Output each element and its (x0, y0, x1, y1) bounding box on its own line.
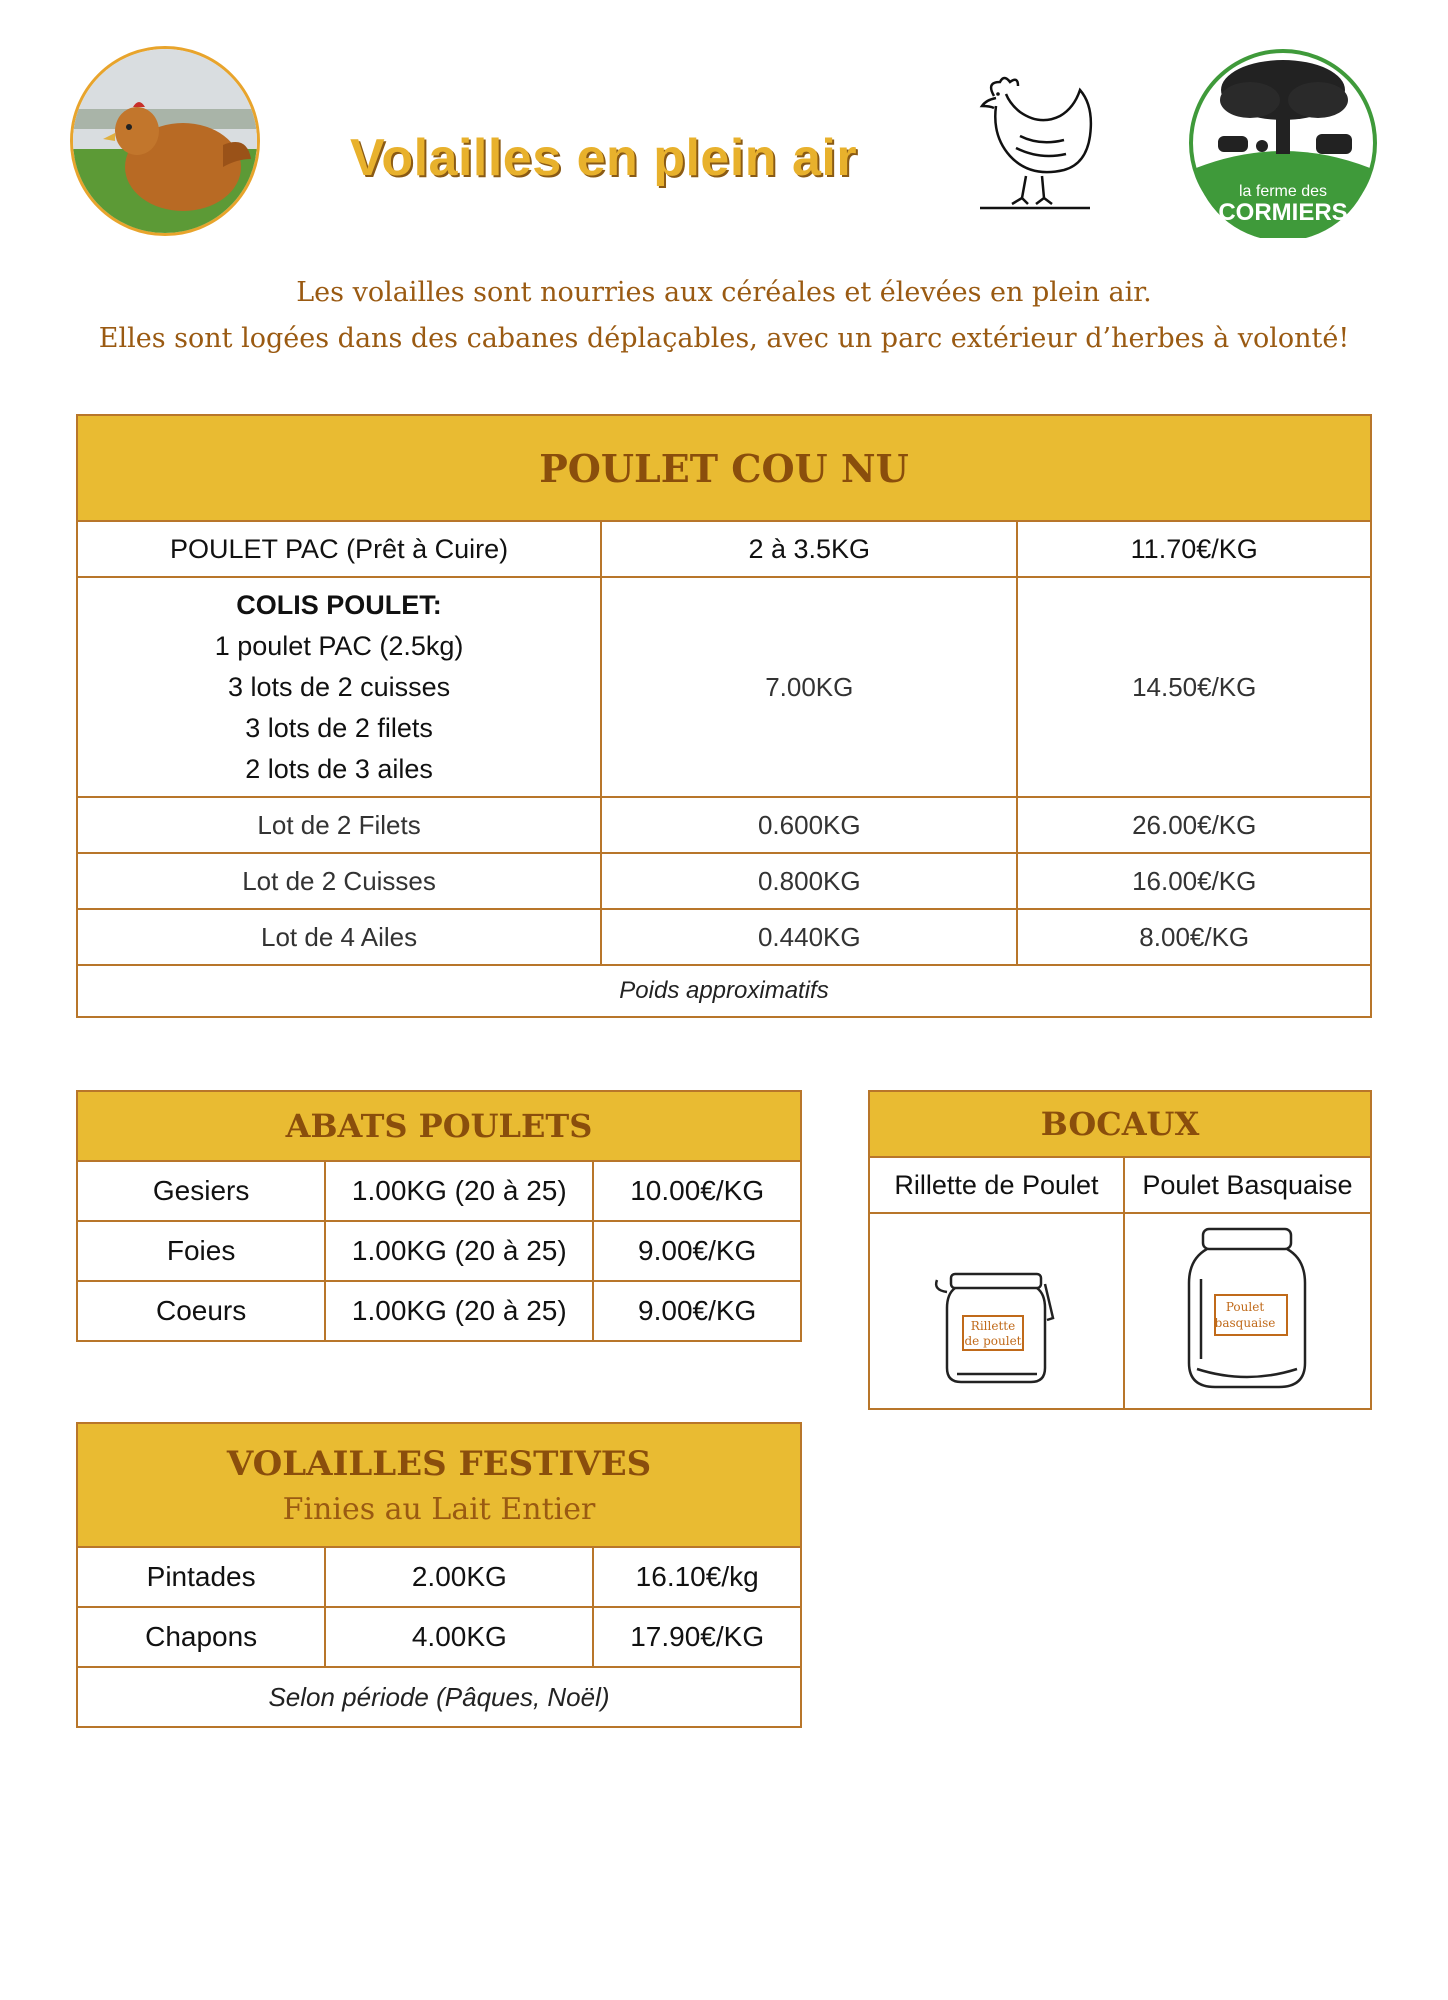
bocaux-table (868, 1090, 1372, 1410)
festives-note: Selon période (Pâques, Noël) (77, 1667, 801, 1727)
row-weight: 0.440KG (601, 909, 1017, 965)
jar-basquaise-cell (1124, 1213, 1371, 1409)
page-title: Volailles en plein air (350, 129, 858, 187)
abats-table (76, 1090, 802, 1342)
colis-line: 1 poulet PAC (2.5kg) (214, 630, 464, 661)
row-name: Coeurs (77, 1281, 325, 1341)
bocaux-col-basquaise: Poulet Basquaise (1124, 1157, 1371, 1213)
poulet-note: Poids approximatifs (77, 965, 1371, 1017)
intro-line-1: Les volailles sont nourries aux céréales et élevées en plein air. (296, 277, 1152, 308)
farm-logo (1188, 48, 1378, 238)
hen-photo (70, 46, 260, 236)
poulet-table (76, 414, 1372, 1018)
row-price: 16.10€/kg (593, 1547, 801, 1607)
colis-line: 2 lots de 3 ailes (245, 753, 433, 784)
abats-table-title: ABATS POULETS (77, 1091, 801, 1161)
row-weight: 4.00KG (325, 1607, 593, 1667)
table-row (77, 1281, 801, 1341)
table-row (77, 577, 1371, 797)
bocaux-col-rillette: Rillette de Poulet (869, 1157, 1124, 1213)
jar-label-line: Rillette (971, 1318, 1016, 1333)
festives-subtitle: Finies au Lait Entier (282, 1491, 596, 1527)
festives-table-title: VOLAILLES FESTIVES (226, 1443, 652, 1484)
jar-rillette-cell (869, 1213, 1124, 1409)
row-price: 9.00€/KG (593, 1281, 801, 1341)
row-name: Lot de 2 Cuisses (77, 853, 601, 909)
colis-weight: 7.00KG (601, 577, 1017, 797)
festives-header (77, 1423, 801, 1547)
row-weight: 1.00KG (20 à 25) (325, 1221, 593, 1281)
table-row (77, 853, 1371, 909)
row-price: 9.00€/KG (593, 1221, 801, 1281)
row-name: Lot de 2 Filets (77, 797, 601, 853)
poulet-table-title: POULET COU NU (77, 415, 1371, 521)
row-name: Foies (77, 1221, 325, 1281)
jar-rillette-icon (931, 1264, 1061, 1394)
colis-line: 3 lots de 2 cuisses (228, 671, 451, 702)
row-price: 16.00€/KG (1017, 853, 1371, 909)
row-weight: 2.00KG (325, 1547, 593, 1607)
table-row (77, 1547, 801, 1607)
row-weight: 0.600KG (601, 797, 1017, 853)
table-row (77, 797, 1371, 853)
jar-label-line: de poulet (964, 1333, 1022, 1348)
logo-text-small: la ferme des (1238, 183, 1328, 200)
table-row (77, 521, 1371, 577)
jar-basquaise-icon (1177, 1219, 1317, 1399)
row-name: Lot de 4 Ailes (77, 909, 601, 965)
colis-price: 14.50€/KG (1017, 577, 1371, 797)
row-name: Pintades (77, 1547, 325, 1607)
jar-label-line: Poulet (1226, 1299, 1265, 1314)
festives-table (76, 1422, 802, 1728)
table-row (77, 1607, 801, 1667)
pac-price: 11.70€/KG (1017, 521, 1371, 577)
intro-line-2: Elles sont logées dans des cabanes déplaçables, avec un parc extérieur d’herbes à volonté! (98, 323, 1350, 354)
hen-drawing-icon (970, 76, 1100, 216)
table-row (77, 1161, 801, 1221)
jar-label-line: basquaise (1215, 1315, 1276, 1330)
table-row (77, 909, 1371, 965)
row-price: 10.00€/KG (593, 1161, 801, 1221)
colis-description (77, 577, 601, 797)
colis-title: COLIS POULET: (236, 589, 442, 620)
row-weight: 0.800KG (601, 853, 1017, 909)
pac-weight: 2 à 3.5KG (601, 521, 1017, 577)
row-price: 17.90€/KG (593, 1607, 801, 1667)
row-name: Chapons (77, 1607, 325, 1667)
table-row (77, 1221, 801, 1281)
logo-text-big: CORMIERS (1218, 199, 1348, 226)
row-weight: 1.00KG (20 à 25) (325, 1161, 593, 1221)
row-price: 8.00€/KG (1017, 909, 1371, 965)
bocaux-table-title: BOCAUX (869, 1091, 1371, 1157)
row-weight: 1.00KG (20 à 25) (325, 1281, 593, 1341)
colis-line: 3 lots de 2 filets (245, 712, 433, 743)
row-price: 26.00€/KG (1017, 797, 1371, 853)
row-name: Gesiers (77, 1161, 325, 1221)
pac-name: POULET PAC (Prêt à Cuire) (77, 521, 601, 577)
